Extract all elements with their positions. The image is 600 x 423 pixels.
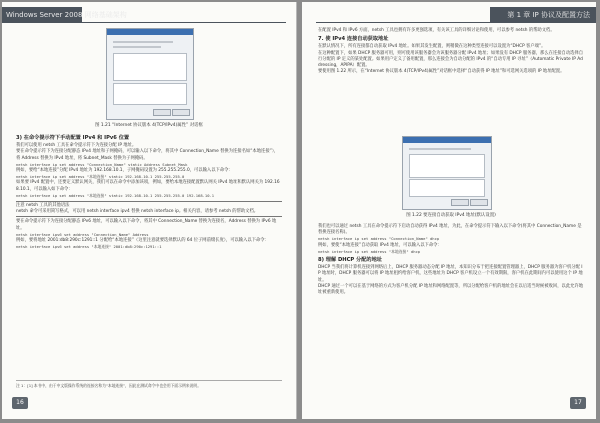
figure-1-21-dialog-screenshot <box>106 28 194 120</box>
right-body-text-top <box>318 28 584 75</box>
note-box: 注意 netsh 工具的其他语法 netsh 命令可采用简写格式，可以用 netsh interface ipv4 替换 netsh interface ip。相关内容，请参考 netsh 的帮助文档。 <box>16 201 282 217</box>
paragraph: 要在命令提示符下为连接分配静态 IPv4 地址和子网掩码，可以输入以下命令，将其中 Connection_Name 替换为连接名如“本地连接”），将 Address 替换为 IPv4 地址，将 Subnet_Mask 替换为子网掩码。 <box>16 149 279 161</box>
right-page-number: 17 <box>570 397 586 409</box>
dialog-title-bar <box>403 137 491 143</box>
paragraph: 在默认情况下，所有连接都自动获取 IPv4 地址。如果其发生配置，则稍微在这种类型连接可以设置为“DHCP 客户端”。 <box>318 44 546 50</box>
figure-1-22-dialog-screenshot <box>402 136 492 210</box>
right-header-rule <box>316 22 496 23</box>
section-heading: 8) 理解 DHCP 分配的地址 <box>318 257 382 264</box>
command-line: netsh interface ip set address "本地连接" static 192.168.10.1 255.255.255.0 192.168.10.1 <box>16 192 215 198</box>
left-header-rule <box>78 22 286 23</box>
command-line: netsh interface ip set address "本地连接" static 192.168.10.1 255.255.255.0 <box>16 174 185 180</box>
command-line: netsh interface ipv6 set address "本地连接" 2001:db8:290c:1291::1 <box>16 244 162 250</box>
paragraph: 例如，要使“本地连接”自动获取 IPv4 地址，可以输入以下命令： <box>318 242 442 248</box>
command-line: netsh interface ip set address "本地连接" dhcp <box>318 248 421 254</box>
figure-1-22-caption: 图 1.22 要连接自动获取 IPv4 地址(默认设置) <box>406 213 496 218</box>
paragraph: 例如，要将地址 2001:db8:290c:1291::1 分配给“本地连接”（这里注意就要选择默认的 64 位子网前缀长度），可以输入以下命令： <box>16 238 269 244</box>
section-heading: 7. 使 IPv4 连接自动获取地址 <box>318 36 389 43</box>
command-line: netsh interface ipv6 set address "Connection_Name" Address <box>16 231 149 237</box>
paragraph: 在这种配置下，如果 DHCP 服务器可用，则可使用该服务器会为该服务器分配 IPv4 地址；如果没有 DHCP 服务器，那么在连接自动选择自行分配的 IP 定义的某处配置。如果用户定义了备用配置，那么连接会为自动分配的 IPv4 的“自动专用 IP 寻址”（Automatic Private IP Addressing，APIPA）配置。 <box>318 50 584 69</box>
paragraph: 我们可以使用 netsh 工具在命令提示符下为连接分配 IP 地址。 <box>16 143 137 149</box>
left-running-header: Windows Server 2008 网络基础架构 <box>2 7 82 23</box>
left-page <box>2 2 297 419</box>
right-page <box>302 2 596 419</box>
left-page-number: 16 <box>12 397 28 409</box>
footnote: 注 1：[1] 本书中，由于中文版操作系统的连接名称为“本地连接”，因此在测试命令中也会用下面示例来说明。 <box>16 380 282 389</box>
figure-1-21-caption: 图 1.21 “Internet 协议版本 4(TCP/IPv4)属性” 对话框 <box>95 123 203 128</box>
dialog-title-bar <box>107 29 193 35</box>
right-body-text-bottom <box>318 224 584 296</box>
section-heading: 3) 在命令提示符下手动配置 IPv4 和 IPv6 位置 <box>16 135 130 141</box>
paragraph: 我们也可以通过 netsh 工具在命令提示符下启动自动获得 IPv4 地址，为此，在命令提示符下输入以下命令(将其中 Connection_Name 是替换连接名称)。 <box>318 224 582 236</box>
right-running-header: 第 1 章 IP 协议及配置方法 <box>490 7 596 23</box>
paragraph: DHCP 通过一个可以在基于网络的方式为客户机分配 IP 地址和网络配置等，所以分配给客户机的地址会在以后适当时候被收回，以此允许地址被重新使用。 <box>318 283 584 296</box>
paragraph: 要在命令提示符下为连接分配静态 IPv6 地址，可以输入以下命令，将其中 Connection_Name 替换为连接名，Address 替换为 IPv6 地址。 <box>16 219 277 231</box>
paragraph: 例如，要给“本地连接”分配 IPv4 地址为 192.168.10.1，子网掩码设置为 255.255.255.0，可以输入以下命令： <box>16 168 233 174</box>
command-line: netsh interface ip set address "Connection_Name" dhcp <box>318 236 440 242</box>
paragraph: 如果要 IPv4 配置中，还要定义默认网关，我们可以在命令中添加该项，例如，要给本地连接配置默认网关 IPv4 地址和默认网关为 192.168.10.1，可以输入如下命令： <box>16 180 280 192</box>
left-body-text <box>16 133 282 250</box>
command-line: netsh interface ip set address "Connection_Name" static Address Subnet_Mask <box>16 161 188 167</box>
paragraph: DHCP 当我们将计算机连接到网络后上，DHCP 服务器动态分配 IP 地址，本知识分布于把连接配置管理器上，DHCP 服务器为客户机分配 IP 地址时，DHCP 服务器可以将 IP 地址租约给客户机，这些地址为 DHCP 客户机设立一个有效期限，客户机在此期间内可以使用这个 IP 地址。 <box>318 265 583 283</box>
paragraph: 要使用图 1.22 所示，在“Internet 协议版本 4(TCP/IPv4)属性”对话框中选择“自动获得 IP 地址”和可选网关选项的 IP 地址配置。 <box>318 69 565 75</box>
paragraph: 在配置 IPv4 和 IPv6 方面，netsh 工具也拥有许多更强选项，有关该工具的详细讨论和使用，可以参考 netsh 的帮助文档。 <box>318 28 555 33</box>
